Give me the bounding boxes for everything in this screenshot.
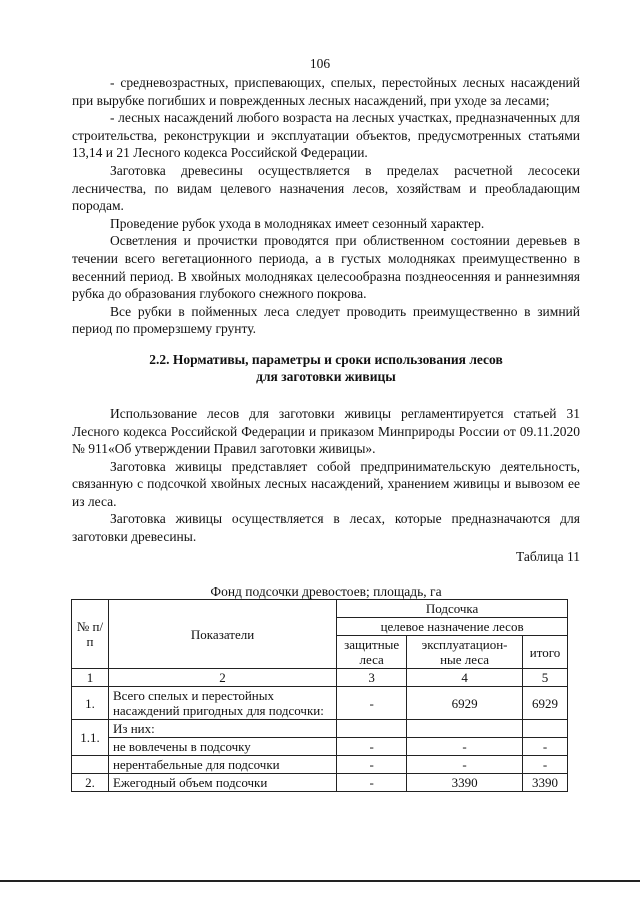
header-purpose: целевое назначение лесов <box>337 618 568 636</box>
header-exploitation: эксплуатацион-ные леса <box>407 636 523 669</box>
footer-rule <box>0 880 640 882</box>
table-row <box>72 687 568 720</box>
row-label: Ежегодный объем подсочки <box>108 774 336 792</box>
paragraph: Использование лесов для заготовки живицы регламентируется статьей 31 Лесного кодекса Российской Федерации и приказом Минприроды России от 09.11.2020 № 911«Об утверждении Правил заготовки живицы». <box>72 405 580 457</box>
row-total: 6929 <box>523 687 568 720</box>
paragraph: Заготовка древесины осуществляется в пределах расчетной лесосеки лесничества, по видам целевого назначения лесов, хозяйствам и преобладающим породам. <box>72 162 580 214</box>
column-number-row <box>72 669 568 687</box>
paragraph: - лесных насаждений любого возраста на лесных участках, предназначенных для строительства, реконструкции и эксплуатации объектов, предусмотренных статьями 13,14 и 21 Лесного кодекса Российской Федерации. <box>72 110 580 161</box>
row-total: 3390 <box>523 774 568 792</box>
row-protective <box>337 720 407 738</box>
section-heading-line: 2.2. Нормативы, параметры и сроки использования лесов <box>149 351 503 367</box>
column-number: 2 <box>108 669 336 687</box>
row-label: нерентабельные для подсочки <box>108 756 336 774</box>
document-body <box>72 74 580 619</box>
row-protective: - <box>337 774 407 792</box>
table-label: Таблица 11 <box>516 548 580 564</box>
row-exploitation: 6929 <box>407 687 523 720</box>
column-number: 1 <box>72 669 109 687</box>
row-total: - <box>523 756 568 774</box>
paragraph: Осветления и прочистки проводятся при облиственном состоянии деревьев в течении всего вегетационного периода, а в густых молодняках преимущественно в весенний период. В хвойных молодняках целесообразна позднеосенняя и раннезимняя рубка до образования глубокого снежного покрова. <box>72 233 580 302</box>
page-number: 106 <box>309 56 331 71</box>
header-num: № п/п <box>72 600 109 669</box>
table-row <box>72 756 568 774</box>
header-indicators: Показатели <box>108 600 336 669</box>
header-protective: защитные леса <box>337 636 407 669</box>
row-num: 1. <box>72 687 109 720</box>
paragraph: - средневозрастных, приспевающих, спелых, перестойных лесных насаждений при вырубке погибших и поврежденных лесных насаждений, при уходе за лесами; <box>72 75 580 108</box>
row-protective: - <box>337 738 407 756</box>
row-exploitation: - <box>407 756 523 774</box>
row-exploitation: 3390 <box>407 774 523 792</box>
row-num: 1.1. <box>72 720 109 756</box>
column-number: 3 <box>337 669 407 687</box>
paragraph: Проведение рубок ухода в молодняках имеет сезонный характер. <box>110 215 485 231</box>
row-label: Всего спелых и перестойных насаждений пригодных для подсочки: <box>108 687 336 720</box>
row-num <box>72 756 109 774</box>
column-number: 4 <box>407 669 523 687</box>
row-total <box>523 720 568 738</box>
tapping-fund-table <box>71 599 568 792</box>
row-exploitation <box>407 720 523 738</box>
row-exploitation: - <box>407 738 523 756</box>
section-heading-line: для заготовки живицы <box>256 368 396 384</box>
table-row <box>72 738 568 756</box>
table-row <box>72 774 568 792</box>
paragraph: Заготовка живицы осуществляется в лесах, которые предназначаются для заготовки древесины. <box>72 511 580 545</box>
row-total: - <box>523 738 568 756</box>
row-protective: - <box>337 687 407 720</box>
table-header-row <box>72 600 568 618</box>
section-heading <box>72 351 580 385</box>
row-protective: - <box>337 756 407 774</box>
header-tapping: Подсочка <box>337 600 568 618</box>
paragraph: Заготовка живицы представляет собой предпринимательскую деятельность, связанную с подсочкой хвойных лесных насаждений, хранением живицы и вывозом ее из леса. <box>72 458 580 509</box>
row-label: не вовлечены в подсочку <box>108 738 336 756</box>
header-total: итого <box>523 636 568 669</box>
column-number: 5 <box>523 669 568 687</box>
paragraph: Все рубки в пойменных леса следует проводить преимущественно в зимний период по промерзшему грунту. <box>72 303 580 337</box>
row-label: Из них: <box>108 720 336 738</box>
row-num: 2. <box>72 774 109 792</box>
table-row <box>72 720 568 738</box>
table-title: Фонд подсочки древостоев; площадь, га <box>210 584 442 600</box>
